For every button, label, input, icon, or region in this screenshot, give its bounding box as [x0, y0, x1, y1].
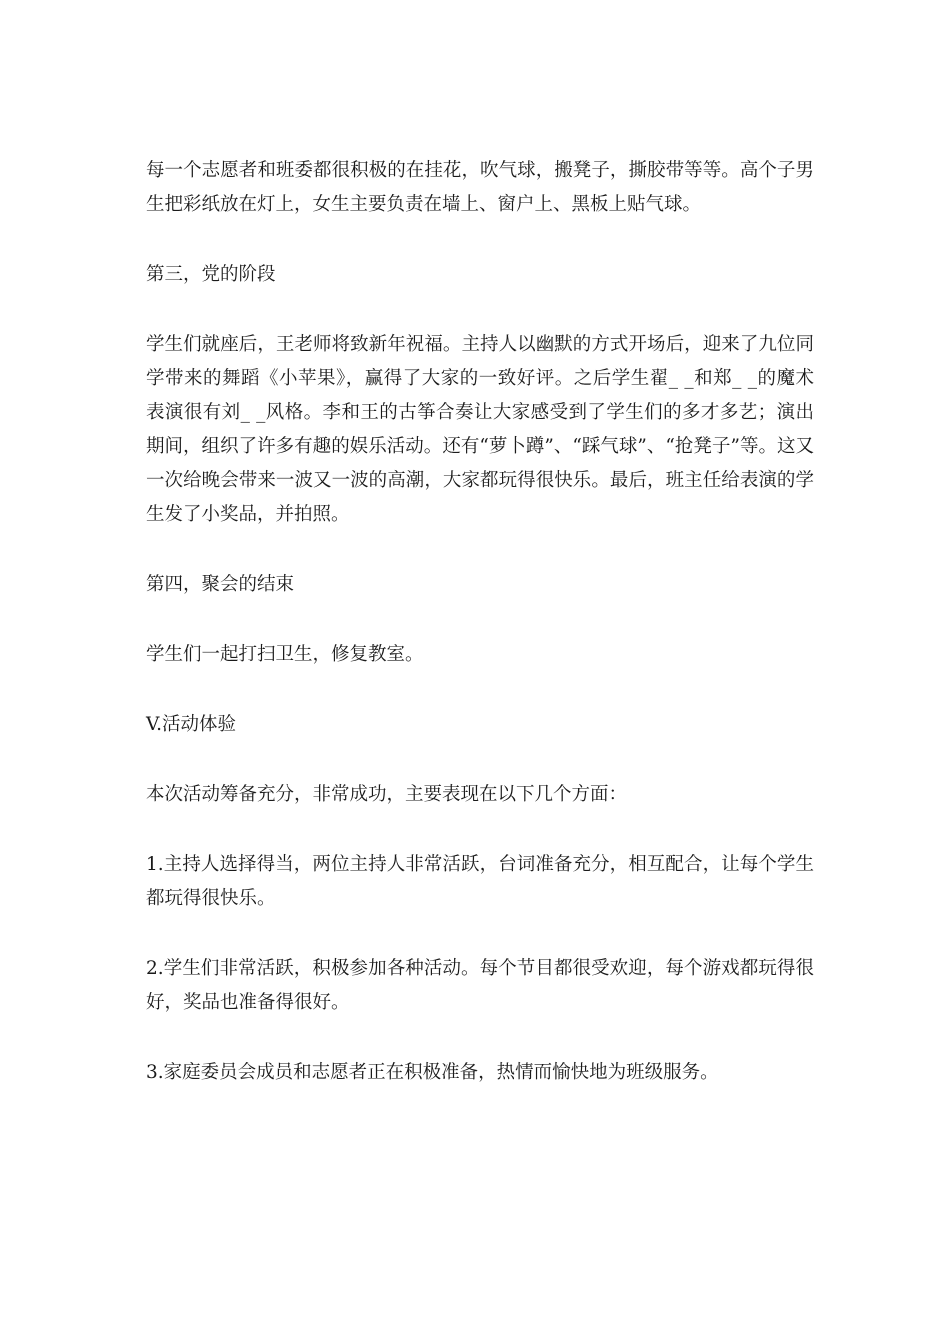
- paragraph-summary-intro: 本次活动筹备充分，非常成功，主要表现在以下几个方面：: [146, 784, 628, 805]
- list-item-1: 1.主持人选择得当，两位主持人非常活跃，台词准备充分，相互配合，让每个学生都玩得很快乐。: [146, 854, 814, 909]
- paragraph-party-stage: 学生们就座后，王老师将致新年祝福。主持人以幽默的方式开场后，迎来了九位同学带来的舞蹈《小苹果》，赢得了大家的一致好评。之后学生翟_ _和郑_ _的魔术表演很有刘_ _风格。李和王的古筝合奏让大家感受到了学生们的多才多艺；演出期间，组织了许多有趣的娱乐活动。还有“萝卜蹲”、“踩气球”、“抢凳子”等。这又一次给晚会带来一波又一波的高潮，大家都玩得很快乐。最后，班主任给表演的学生发了小奖品，并拍照。: [146, 334, 814, 525]
- paragraph-cleanup: 学生们一起打扫卫生，修复教室。: [146, 644, 424, 665]
- paragraph-preparation: 每一个志愿者和班委都很积极的在挂花，吹气球，搬凳子，撕胶带等等。高个子男生把彩纸放在灯上，女生主要负责在墙上、窗户上、黑板上贴气球。: [146, 160, 814, 215]
- heading-activity-experience: V.活动体验: [146, 714, 237, 735]
- heading-part-three: 第三，党的阶段: [146, 264, 276, 285]
- document-body: [146, 154, 814, 1090]
- heading-part-four: 第四，聚会的结束: [146, 574, 295, 595]
- list-item-2: 2.学生们非常活跃，积极参加各种活动。每个节目都很受欢迎，每个游戏都玩得很好，奖品也准备得很好。: [146, 958, 814, 1013]
- list-item-3: 3.家庭委员会成员和志愿者正在积极准备，热情而愉快地为班级服务。: [146, 1062, 719, 1083]
